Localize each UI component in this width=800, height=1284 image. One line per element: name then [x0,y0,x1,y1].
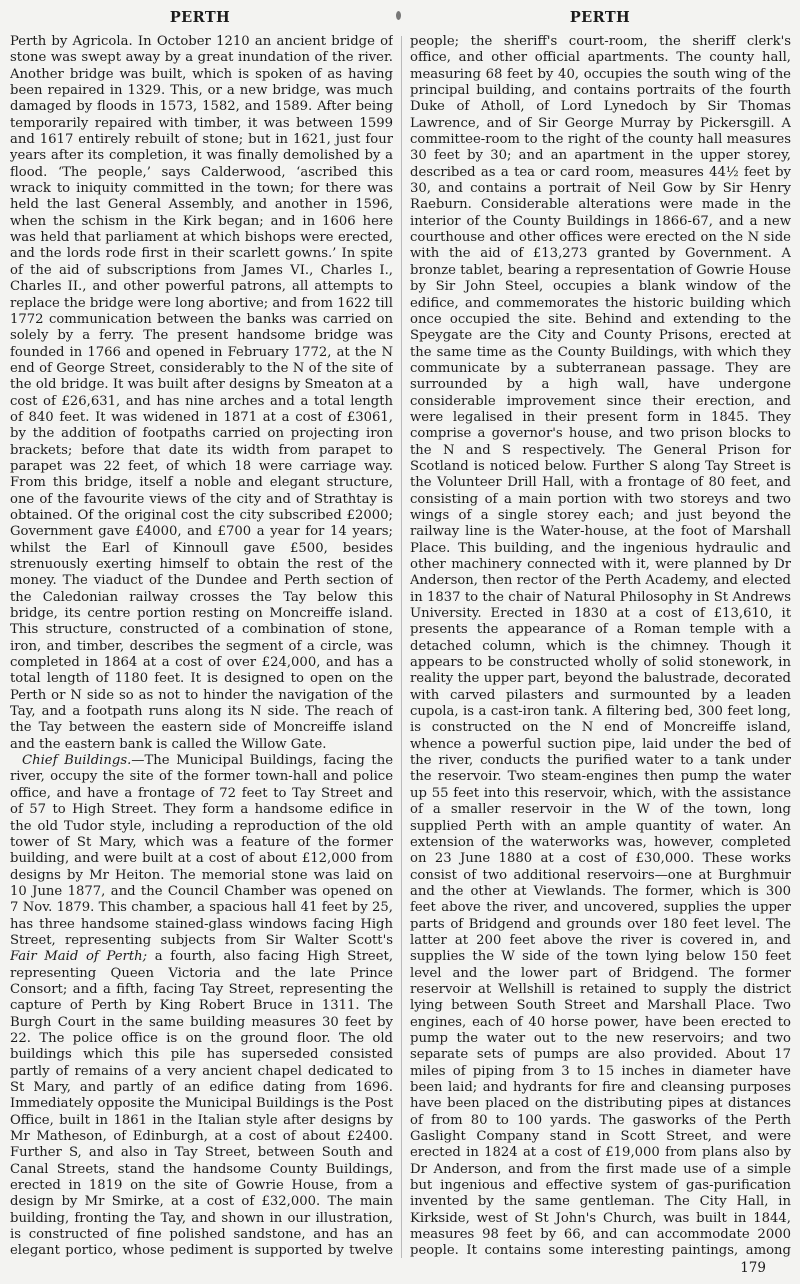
paragraph-chief-buildings [10,753,393,1260]
section-heading-chief-buildings: Chief Buildings. [22,753,132,769]
book-title-fair-maid: Fair Maid of Perth; [10,949,148,965]
chief-buildings-rest-text: a fourth, also facing High Street, representing Queen Victoria and the late Prince Consort; and a fifth, facing Tay Street, representing the capture of Perth by King Robert Bruce in 1311. The Burgh Court in the same building measures 30 feet by 22. The police office is on the ground floor. The old buildings which this pile has superseded consisted partly of remains of a very ancient chapel dedicated to St Mary, and partly of an edifice dating from 1696. Immediately opposite the Municipal Buildings is the Post Office, built in 1861 in the Italian style after designs by Mr Matheson, of Edinburgh, at a cost of about £2400. Further S, and also in Tay Street, between South and Canal Streets, stand the handsome County Buildings, erected in 1819 on the site of Gowrie House, from a design by Mr Smirke, at a cost of £32,000. The main building, fronting the Tay, and shown in our illustration, is constructed of fine polished sandstone, and has an elegant portico, whose pediment is supported by twelve [10,949,393,1259]
running-header-right: PERTH [569,9,631,26]
county-buildings-text: people; the sheriff's court-room, the sheriff clerk's office, and other official apartments. The county hall, measuring 68 feet by 40, occupies the south wing of the principal building, and contains portraits of the fourth Duke of Atholl, of Lord Lynedoch by Sir Thomas Lawrence, and of Sir George Murray by Pickersgill. A committee-room to the right of the county hall measures 30 feet by 30; and an apartment in the upper storey, described as a tea or card room, measures 44½ feet by 30, and contains a portrait of Neil Gow by Sir Henry Raeburn. Considerable alterations were made in the interior of the County Buildings in 1866-67, and a new courthouse and other offices were erected on the N side with the aid of £13,273 granted by Government. A bronze tablet, bearing a representation of Gowrie House by Sir John Steel, occupies a blank window of the edifice, and commemorates the historic building which once occupied the site. Behind and extending to the Speygate are the City and County Prisons, erected at the same time as the County Buildings, with which they communicate by a subterranean passage. They are surrounded by a high wall, have undergone considerable improvement since their erection, and were legalised in their present form in 1845. They comprise a governor's house, and two prison blocks to the N and S respectively. The General Prison for Scotland is noticed below. Further S along Tay Street is the Volunteer Drill Hall, with a frontage of 80 feet, and consisting of a main portion with two storeys and two wings of a single storey each; and just beyond the railway line is the Water-house, at the foot of Marshall Place. This building, and the ingenious hydraulic and other machinery connected with it, were planned by Dr Anderson, then rector of the Perth Academy, and elected in 1837 to the chair of Natural Philosophy in St Andrews University. Erected in 1830 at a cost of £13,610, it presents the appearance of a Roman temple with a detached column, which is the chimney. Though it appears to be constructed wholly of solid stonework, in reality the upper part, beyond the balustrade, decorated with carved pilasters and surmounted by a leaden cupola, is a cast-iron tank. A filtering bed, 300 feet long, is constructed on the N end of Moncreiffe island, whence a powerful suction pipe, laid under the bed of the river, conducts the purified water to a tank under the reservoir. Two steam-engines then pump the water up 55 feet into this reservoir, which, with the assistance of a smaller reservoir in the W of the town, long supplied Perth with an ample quantity of water. An extension of the waterworks was, however, completed on 23 June 1880 at a cost of £30,000. These works consist of two additional reservoirs—one at Burghmuir and the other at Viewlands. The former, which is 300 feet above the river, and uncovered, supplies the upper parts of Bridgend and grounds over 180 feet level. The latter at 200 feet above the river is covered in, and supplies the W side of the town lying below 150 feet level and the lower part of Bridgend. The former reservoir at Wellshill is retained to supply the district lying between South Street and Marshall Place. Two engines, each of 40 horse power, have been erected to pump the water out to the new reservoirs; and two separate sets of pumps are also provided. About 17 miles of piping from 3 to 15 inches in diameter have been laid; and hydrants for fire and cleansing purposes have been placed on the distributing pipes at distances of from 80 to 100 yards. The gasworks of the Perth Gaslight Company stand in Scott Street, and were erected in 1824 at a cost of £19,000 from plans also by Dr Anderson, and from the first made use of a simple but ingenious and effective system of gas-purification invented by the same gentleman. The City Hall, in Kirkside, west of St John's Church, was built in 1844, measures 98 feet by 66, and can accommodate 2000 people. It contains some interesting paintings, among [410,34,791,1259]
column-divider [401,36,402,1258]
page-number: 179 [740,1260,766,1276]
left-text-column [10,34,393,1260]
chief-buildings-lead-text: —The Municipal Buildings, facing the river, occupy the site of the former town-hall and police office, and have a frontage of 72 feet to Tay Street and of 57 to High Street. They form a handsome edifice in the old Tudor style, including a reproduction of the old tower of St Mary, which was a feature of the former building, and were built at a cost of about £12,000 from designs by Mr Heiton. The memorial stone was laid on 10 June 1877, and the Council Chamber was opened on 7 Nov. 1879. This chamber, a spacious hall 41 feet by 25, has three handsome stained-glass windows facing High Street, representing subjects from Sir Walter Scott's [10,753,393,948]
running-header-left: PERTH [169,9,231,26]
paragraph-county-buildings [410,34,791,1260]
right-text-column [410,34,791,1260]
paragraph-bridges: Perth by Agricola. In October 1210 an ancient bridge of stone was swept away by a great inundation of the river. Another bridge was built, which is spoken of as having been repaired in 1329. This, or a new bridge, was much damaged by floods in 1573, 1582, and 1589. After being temporarily repaired with timber, it was between 1599 and 1617 entirely rebuilt of stone; but in 1621, just four years after its completion, it was finally demolished by a flood. ‘The people,’ says Calderwood, ‘ascribed this wrack to iniquity committed in the town; for there was held the last General Assembly, and another in 1596, when the schism in the Kirk began; and in 1606 here was held that parliament at which bishops were erected, and the lords rode first in their scarlett gowns.’ In spite of the aid of subscriptions from James VI., Charles I., Charles II., and other powerful patrons, all attempts to replace the bridge were long abortive; and from 1622 till 1772 communication between the banks was carried on solely by a ferry. The present handsome bridge was founded in 1766 and opened in February 1772, at the N end of George Street, considerably to the N of the site of the old bridge. It was built after designs by Smeaton at a cost of £26,631, and has nine arches and a total length of 840 feet. It was widened in 1871 at a cost of £3061, by the addition of footpaths carried on projecting iron brackets; before that date its width from parapet to parapet was 22 feet, of which 18 were carriage way. From this bridge, itself a noble and elegant structure, one of the favourite views of the city and of Strathtay is obtained. Of the original cost the city subscribed £2000; Government gave £4000, and £700 a year for 14 years; whilst the Earl of Kinnoull gave £500, besides strenuously exerting himself to obtain the rest of the money. The viaduct of the Dundee and Perth section of the Caledonian railway crosses the Tay below this bridge, its centre portion resting on Moncreiffe island. This structure, constructed of a combination of stone, iron, and timber, describes the segment of a circle, was completed in 1864 at a cost of over £24,000, and has a total length of 1180 feet. It is designed to open on the Perth or N side so as not to hinder the navigation of the Tay, and a footpath runs along its N side. The reach of the Tay between the eastern side of Moncreiffe island and the eastern bank is called the Willow Gate. [10,34,393,752]
